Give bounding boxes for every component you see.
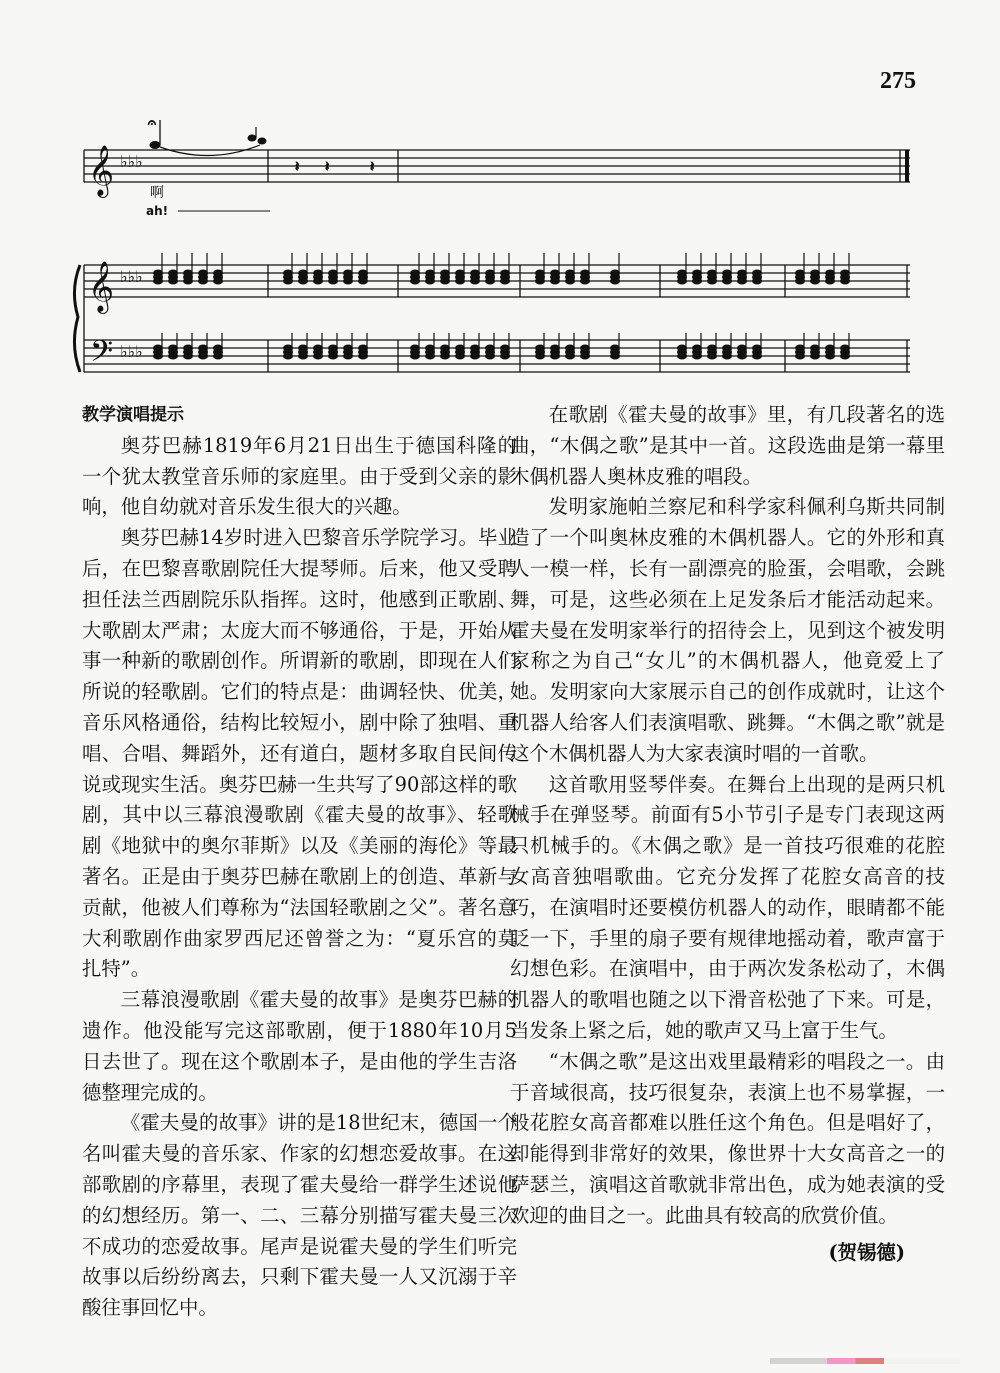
chord-notehead [536, 278, 545, 284]
chord-notehead [441, 278, 450, 284]
chord-notehead [826, 353, 835, 359]
chord-notehead [551, 353, 560, 359]
chord-notehead [184, 353, 193, 359]
chord-notehead [738, 353, 747, 359]
chord-notehead [796, 278, 805, 284]
chord-notehead [456, 278, 465, 284]
chord-notehead [841, 278, 850, 284]
chord-notehead [566, 278, 575, 284]
chord-notehead [199, 278, 208, 284]
key-signature-flats: ♭♭♭ [120, 152, 143, 171]
treble-clef-icon: 𝄞 [88, 145, 115, 196]
chord-notehead [708, 353, 717, 359]
chord-notehead [723, 353, 732, 359]
chord-notehead [314, 278, 323, 284]
bass-clef-icon: 𝄢 [90, 335, 114, 376]
piano-brace-icon [74, 265, 80, 372]
chord-notehead [344, 353, 353, 359]
key-signature-flats: ♭♭♭ [120, 267, 143, 286]
svg-text:𝄽: 𝄽 [370, 159, 375, 175]
paragraph: “木偶之歌”是这出戏里最精彩的唱段之一。由于音域很高，技巧很复杂，表演上也不易掌握，一般花腔女高音都难以胜任这个角色。但是唱好了，却能得到非常好的效果，像世界十大女高音之一的萨瑟兰，演唱这首歌就非常出色，成为她表演的受欢迎的曲目之一。此曲具有较高的欣赏价值。 [510, 1049, 945, 1227]
footer-watermark [770, 1358, 960, 1364]
chord-notehead [708, 278, 717, 284]
chord-notehead [169, 278, 178, 284]
author-credit: (贺锡德) [828, 1240, 905, 1264]
chord-notehead [753, 353, 762, 359]
chord-notehead [501, 278, 510, 284]
chord-notehead [693, 353, 702, 359]
chord-notehead [723, 278, 732, 284]
chord-notehead [169, 353, 178, 359]
chord-notehead [611, 353, 620, 359]
chord-notehead [841, 353, 850, 359]
chord-notehead [753, 278, 762, 284]
chord-notehead [486, 278, 495, 284]
chord-notehead [284, 278, 293, 284]
chord-notehead [471, 353, 480, 359]
chord-notehead [359, 353, 368, 359]
chord-notehead [214, 353, 223, 359]
paragraph: 这首歌用竖琴伴奏。在舞台上出现的是两只机械手在弹竖琴。前面有5小节引子是专门表现这两只机械手的。《木偶之歌》是一首技巧很难的花腔女高音独唱歌曲。它充分发挥了花腔女高音的技巧，在演唱时还要模仿机器人的动作，眼睛都不能眨一下，手里的扇子要有规律地摇动着，歌声富于幻想色彩。在演唱中，由于两次发条松动了，木偶机器人的歌唱也随之以下滑音松弛了下来。可是，当发条上紧之后，她的歌声又马上富于生气。 [510, 772, 945, 1042]
chord-notehead [214, 278, 223, 284]
chord-notehead [154, 278, 163, 284]
chord-notehead [329, 278, 338, 284]
svg-text:𝄽: 𝄽 [295, 159, 300, 175]
chord-notehead [826, 278, 835, 284]
paragraph: 奥芬巴赫1819年6月21日出生于德国科隆的一个犹太教堂音乐师的家庭里。由于受到父亲的影响，他自幼就对音乐发生很大的兴趣。 [82, 433, 517, 519]
chord-notehead [426, 278, 435, 284]
chord-notehead [811, 353, 820, 359]
chord-notehead [299, 278, 308, 284]
chord-notehead [441, 353, 450, 359]
chord-notehead [581, 353, 590, 359]
vocal-syllable: 啊 [150, 185, 164, 201]
paragraph: 《霍夫曼的故事》讲的是18世纪末，德国一个名叫霍夫曼的音乐家、作家的幻想恋爱故事。在这部歌剧的序幕里，表现了霍夫曼给一群学生述说他的幻想经历。第一、二、三幕分别描写霍夫曼三次不成功的恋爱故事。尾声是说霍夫曼的学生们听完故事以后纷纷离去，只剩下霍夫曼一人又沉溺于辛酸往事回忆中。 [82, 1111, 517, 1320]
chord-notehead [566, 353, 575, 359]
chord-notehead [471, 278, 480, 284]
chord-notehead [738, 278, 747, 284]
chord-notehead [344, 278, 353, 284]
chord-notehead [611, 278, 620, 284]
chord-notehead [551, 278, 560, 284]
svg-text:𝄽: 𝄽 [325, 159, 330, 175]
chord-notehead [411, 278, 420, 284]
right-column [510, 400, 945, 1268]
chord-notehead [411, 353, 420, 359]
chord-notehead [456, 353, 465, 359]
chord-notehead [678, 353, 687, 359]
treble-clef-icon: 𝄞 [88, 261, 115, 312]
piano-chords [154, 253, 850, 359]
chord-notehead [299, 353, 308, 359]
chord-notehead [426, 353, 435, 359]
chord-notehead [678, 278, 687, 284]
paragraph: 在歌剧《霍夫曼的故事》里，有几段著名的选曲，“木偶之歌”是其中一首。这段选曲是第一幕里木偶机器人奥林皮雅的唱段。 [510, 403, 945, 488]
music-score [70, 105, 920, 390]
chord-notehead [284, 353, 293, 359]
key-signature-flats: ♭♭♭ [120, 342, 143, 361]
chord-notehead [184, 278, 193, 284]
paragraph: 三幕浪漫歌剧《霍夫曼的故事》是奥芬巴赫的遗作。他没能写完这部歌剧，便于1880年10月5日去世了。现在这个歌剧本子，是由他的学生吉洛德整理完成的。 [82, 988, 517, 1104]
chord-notehead [486, 353, 495, 359]
left-column [82, 400, 517, 1324]
chord-notehead [154, 353, 163, 359]
vocal-latin-syllable: ah! [146, 204, 169, 218]
chord-notehead [359, 278, 368, 284]
paragraph: 奥芬巴赫14岁时进入巴黎音乐学院学习。毕业后，在巴黎喜歌剧院任大提琴师。后来，他又受聘担任法兰西剧院乐队指挥。这时，他感到正歌剧、大歌剧太严肃；太庞大而不够通俗，于是，开始从事一种新的歌剧创作。所谓新的歌剧，即现在人们所说的轻歌剧。它们的特点是：曲调轻快、优美，音乐风格通俗，结构比较短小，剧中除了独唱、重唱、合唱、舞蹈外，还有道白，题材多取自民间传说或现实生活。奥芬巴赫一生共写了90部这样的歌剧，其中以三幕浪漫歌剧《霍夫曼的故事》、轻歌剧《地狱中的奥尔菲斯》以及《美丽的海伦》等最著名。正是由于奥芬巴赫在歌剧上的创造、革新与贡献，他被人们尊称为“法国轻歌剧之父”。著名意大利歌剧作曲家罗西尼还曾誉之为：“夏乐宫的莫扎特”。 [82, 526, 517, 981]
chord-notehead [693, 278, 702, 284]
chord-notehead [501, 353, 510, 359]
chord-notehead [536, 353, 545, 359]
chord-notehead [199, 353, 208, 359]
chord-notehead [796, 353, 805, 359]
chord-notehead [811, 278, 820, 284]
chord-notehead [314, 353, 323, 359]
vocal-staff [84, 150, 910, 182]
page-number: 275 [880, 68, 916, 94]
chord-notehead [581, 278, 590, 284]
chord-notehead [329, 353, 338, 359]
section-heading: 教学演唱提示 [82, 405, 184, 425]
paragraph: 发明家施帕兰察尼和科学家科佩利乌斯共同制造了一个叫奥林皮雅的木偶机器人。它的外形和真人一模一样，长有一副漂亮的脸蛋，会唱歌，会跳舞，可是，这些必须在上足发条后才能活动起来。霍夫曼在发明家举行的招待会上，见到这个被发明家称之为自己“女儿”的木偶机器人，他竟爱上了她。发明家向大家展示自己的创作成就时，让这个机器人给客人们表演唱歌、跳舞。“木偶之歌”就是这个木偶机器人为大家表演时唱的一首歌。 [510, 495, 945, 765]
svg-text:𝄐: 𝄐 [148, 115, 156, 131]
